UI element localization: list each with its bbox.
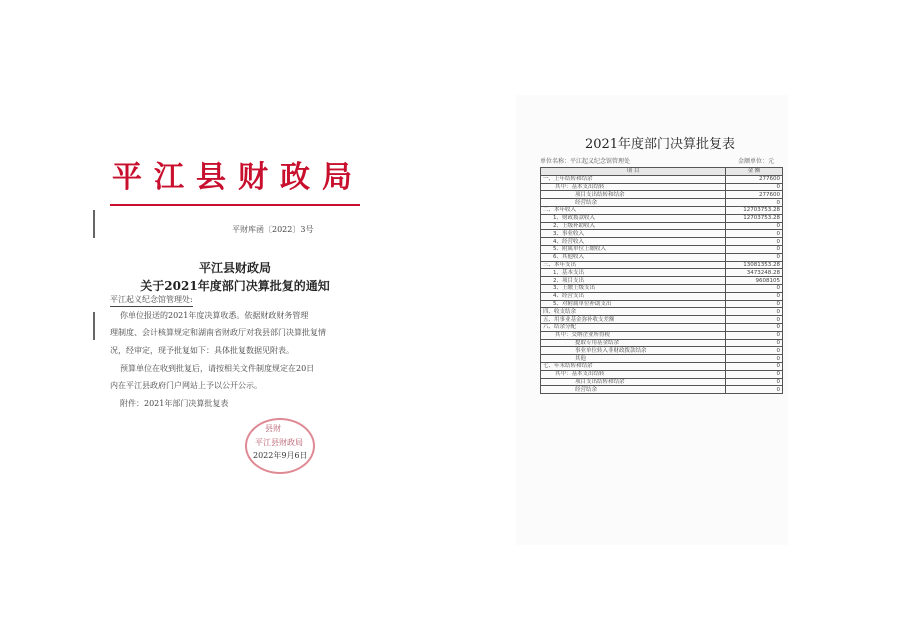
table-row: [541, 238, 783, 246]
row-amount: 0: [726, 370, 783, 378]
letterhead-title: 平江县财政局: [112, 160, 364, 195]
notice-title-line-2: 关于2021年度部门决算批复的通知: [140, 279, 330, 293]
unit-name: 单位名称：平江起义纪念馆管理处: [540, 158, 631, 165]
row-item: 3、上缴上级支出: [541, 284, 726, 292]
table-row: [541, 331, 783, 339]
row-item: 六、结余分配: [541, 323, 726, 331]
row-amount: 0: [726, 183, 783, 191]
table-row: [541, 253, 783, 261]
row-item: 提取专用基金结余: [541, 339, 726, 347]
table-row: [541, 386, 783, 394]
row-item: 其中：基本支出结转: [541, 370, 726, 378]
attachment-line: 附件：2021年部门决算批复表: [120, 399, 229, 408]
table-row: [541, 284, 783, 292]
row-amount: 3473248.28: [726, 269, 783, 277]
row-amount: 12703753.28: [726, 214, 783, 222]
row-amount: 0: [726, 230, 783, 238]
row-amount: 13081353.28: [726, 261, 783, 269]
row-item: 经营结余: [541, 199, 726, 207]
column-header-amount: 金 额: [726, 168, 783, 176]
row-amount: 0: [726, 362, 783, 370]
table-row: [541, 347, 783, 355]
row-amount: 0: [726, 378, 783, 386]
row-item: 1、基本支出: [541, 269, 726, 277]
table-row: [541, 362, 783, 370]
table-row: [541, 370, 783, 378]
row-item: 四、收支结余: [541, 308, 726, 316]
letterhead-divider: [110, 204, 360, 206]
table-row: [541, 206, 783, 214]
row-item: 5、附属单位上缴收入: [541, 245, 726, 253]
table-row: [541, 191, 783, 199]
body-line: 理制度、会计核算规定和湖南省财政厅对我县部门决算批复情: [110, 328, 326, 337]
document-number: 平财库函〔2022〕3号: [232, 225, 314, 234]
table-title: 2021年度部门决算批复表: [584, 137, 736, 152]
table-row: [541, 245, 783, 253]
row-amount: 0: [726, 308, 783, 316]
binding-mark: [93, 312, 95, 340]
row-item: 1、财政拨款收入: [541, 214, 726, 222]
table-row: [541, 175, 783, 183]
row-amount: 277600: [726, 175, 783, 183]
row-amount: 0: [726, 238, 783, 246]
official-seal: [245, 418, 315, 474]
row-amount: 0: [726, 222, 783, 230]
signing-date: 2022年9月6日: [253, 451, 308, 460]
row-amount: 0: [726, 331, 783, 339]
table-row: [541, 214, 783, 222]
amount-unit: 金额单位：元: [738, 158, 775, 165]
row-amount: 0: [726, 316, 783, 324]
table-row: [541, 292, 783, 300]
row-item: 其中：交纳企业所得税: [541, 331, 726, 339]
table-body: [541, 175, 783, 393]
table-row: [541, 261, 783, 269]
row-amount: 0: [726, 339, 783, 347]
approval-table: [540, 167, 783, 394]
table-row: [541, 230, 783, 238]
table-row: [541, 355, 783, 363]
row-amount: 0: [726, 347, 783, 355]
row-item: 项目支出结转和结余: [541, 378, 726, 386]
row-item: 4、经营支出: [541, 292, 726, 300]
table-row: [541, 378, 783, 386]
row-item: 事业单位转入非财政拨款结余: [541, 347, 726, 355]
table-row: [541, 222, 783, 230]
table-row: [541, 199, 783, 207]
row-amount: 0: [726, 199, 783, 207]
body-line: 内在平江县政府门户网站上予以公开公示。: [110, 381, 262, 390]
binding-mark: [93, 210, 95, 238]
table-row: [541, 277, 783, 285]
row-item: 3、事业收入: [541, 230, 726, 238]
row-amount: 0: [726, 323, 783, 331]
notice-title-line-1: 平江县财政局: [198, 261, 271, 275]
row-item: 一、上年结转和结余: [541, 175, 726, 183]
row-amount: 0: [726, 284, 783, 292]
row-item: 2、上级补助收入: [541, 222, 726, 230]
table-row: [541, 300, 783, 308]
row-amount: 277600: [726, 191, 783, 199]
table-row: [541, 308, 783, 316]
row-amount: 0: [726, 245, 783, 253]
row-item: 项目支出结转和结余: [541, 191, 726, 199]
row-item: 4、经营收入: [541, 238, 726, 246]
row-amount: 0: [726, 355, 783, 363]
table-row: [541, 339, 783, 347]
table-row: [541, 183, 783, 191]
table-row: [541, 269, 783, 277]
table-row: [541, 316, 783, 324]
row-amount: 0: [726, 300, 783, 308]
salutation: 平江起义纪念馆管理处:: [110, 294, 193, 307]
body-line: 况，经审定，现予批复如下：具体批复数据见附表。: [110, 346, 294, 355]
column-header-item: 项 目: [541, 168, 726, 176]
row-amount: 9608105: [726, 277, 783, 285]
row-item: 三、本年支出: [541, 261, 726, 269]
body-line: 预算单位在收到批复后，请按相关文件制度规定在20日: [120, 364, 315, 373]
row-item: 2、项目支出: [541, 277, 726, 285]
row-item: 其他: [541, 355, 726, 363]
row-item: 经营结余: [541, 386, 726, 394]
row-amount: 0: [726, 292, 783, 300]
table-header-row: [541, 168, 783, 176]
row-amount: 0: [726, 386, 783, 394]
seal-text: 平江县财政局: [255, 438, 303, 447]
row-item: 七、年末结转和结余: [541, 362, 726, 370]
table-row: [541, 323, 783, 331]
seal-text: 县财: [265, 424, 281, 433]
row-amount: 12703753.28: [726, 206, 783, 214]
row-item: 5、对附属单位补助支出: [541, 300, 726, 308]
row-item: 二、本年收入: [541, 206, 726, 214]
row-item: 其中：基本支出结转: [541, 183, 726, 191]
row-item: 五、用事业基金弥补收支差额: [541, 316, 726, 324]
body-line: 你单位报送的2021年度决算收悉。依据财政财务管理: [120, 311, 309, 320]
row-item: 6、其他收入: [541, 253, 726, 261]
row-amount: 0: [726, 253, 783, 261]
